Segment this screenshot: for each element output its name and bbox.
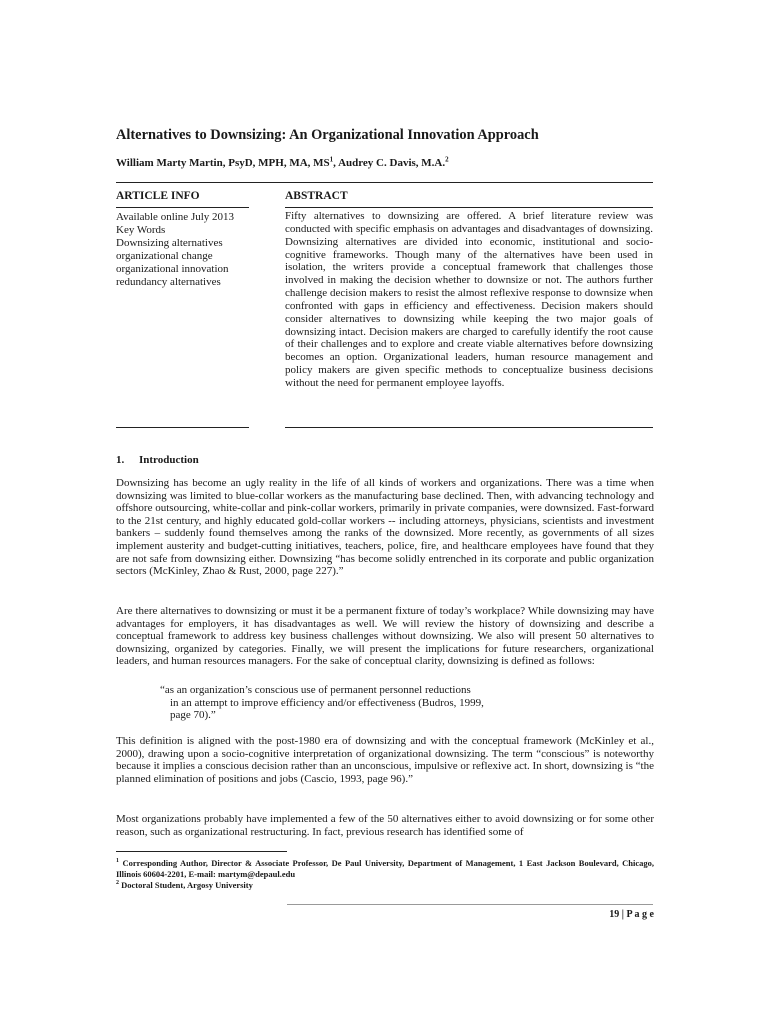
keyword-item: organizational innovation [116,263,229,275]
quote-line: in an attempt to improve efficiency and/or effectiveness (Budros, 1999, [170,696,484,709]
article-info-rule [116,207,249,208]
author-2-footnote-mark[interactable]: 2 [445,155,449,164]
definition-quote [160,684,540,722]
author-1: William Marty Martin, PsyD, MPH, MA, MS [116,157,330,169]
article-info-list [116,211,256,289]
body-paragraph-4: Most organizations probably have implemented a few of the 50 alternatives either to avoid downsizing or for some other reason, such as organizational restructuring. In fact, previous research has identified some of [116,813,654,838]
quote-line: “as an organization’s conscious use of permanent personnel reductions [160,684,471,696]
abstract-bottom-rule [285,427,653,428]
abstract-text: Fifty alternatives to downsizing are offered. A brief literature review was conducted with specific emphasis on advantages and disadvantages of downsizing. Downsizing alternatives are divided into economic, institutional and socio-cognitive frameworks. Though many of the alternatives have been used in isolation, the writers provide a conceptual framework that challenges those involved in making the decision whether to downsize or not. The authors further challenge decision makers to resist the almost reflexive response to downsize when confronted with gaps in efficiency and effectiveness. Decision makers should consider alternatives to downsizing while keeping the two major goals of downsizing intact. Decision makers are charged to carefully identify the root cause of their challenges and to explore and create viable alternatives before downsizing becomes an option. Organizational leaders, human resource management and policy makers are given specific methods to conceptualize business decisions without the need for permanent employee layoffs. [285,210,653,389]
keyword-item: redundancy alternatives [116,276,221,288]
footer-rule [287,904,653,905]
page-number: 19 | P a g e [609,909,654,920]
footnote-1-mark: 1 [116,858,119,865]
article-info-bottom-rule [116,427,249,428]
keyword-item: Downsizing alternatives [116,237,223,249]
footnote-separator [116,851,287,852]
footnote-2-text: Doctoral Student, Argosy University [121,880,253,890]
footnote-2 [116,880,654,891]
keywords-label: Key Words [116,224,166,236]
body-paragraph-3: This definition is aligned with the post-1980 era of downsizing and with the conceptual framework (McKinley et al., 2000), drawing upon a socio-cognitive interpretation of organizational downsizing. The term “conscious” is noteworthy because it implies a conscious decision rather than an unconscious, impulsive or reflexive act. In short, downsizing is “the planned elimination of positions and jobs (Cascio, 1993, page 96).” [116,735,654,785]
abstract-rule [285,207,653,208]
body-paragraph-2: Are there alternatives to downsizing or must it be a permanent fixture of today’s workplace? While downsizing may have advantages for employers, it has disadvantages as well. We will review the history of downsizing and describe a conceptual framework to address key business challenges without downsizing. We also will present 50 alternatives to downsizing, organized by categories. Finally, we will present the implications for future researchers, organizational leaders, and human resources managers. For the sake of conceptual clarity, downsizing is defined as follows: [116,605,654,668]
abstract-heading: ABSTRACT [285,190,348,202]
author-1-footnote-mark[interactable]: 1 [329,155,334,164]
footnote-1 [116,858,654,880]
keyword-item: organizational change [116,250,213,262]
author-line [116,156,656,170]
quote-line: page 70).” [170,709,216,722]
footnote-2-mark: 2 [116,880,119,887]
article-info-heading: ARTICLE INFO [116,190,200,202]
paper-title: Alternatives to Downsizing: An Organizational Innovation Approach [116,127,539,143]
section-number: 1. [116,454,125,466]
footnote-1-text: Corresponding Author, Director & Associate Professor, De Paul University, Department of Management, 1 East Jackson Boulevard, Chicago, Illinois 60604-2201, E-mail: martym@depaul.edu [116,858,654,879]
section-title: Introduction [139,454,199,466]
header-rule [116,182,653,183]
footnotes [116,858,654,891]
author-separator: , [333,157,339,169]
body-paragraph-1: Downsizing has become an ugly reality in the life of all kinds of workers and organizations. There was a time when downsizing was limited to blue-collar workers as the manufacturing base declined. Then, with advancing technology and offshore outsourcing, white-collar and pink-collar workers, primarily in private companies, were downsized. Fast-forward to the 21st century, and highly educated gold-collar workers -- including attorneys, physicians, scientists and investment bankers – suddenly found themselves among the ranks of the downsized. More recently, as governments of all sizes implement austerity and budget-cutting initiatives, teachers, police, fire, and healthcare employees have found that they are not safe from downsizing either. Downsizing “has become solidly entrenched in its corporate and public organization sectors (McKinley, Zhao & Rust, 2000, page 227).” [116,477,654,578]
author-2: Audrey C. Davis, M.A. [338,157,446,169]
available-online-date: Available online July 2013 [116,211,235,223]
section-heading-introduction [116,453,416,467]
